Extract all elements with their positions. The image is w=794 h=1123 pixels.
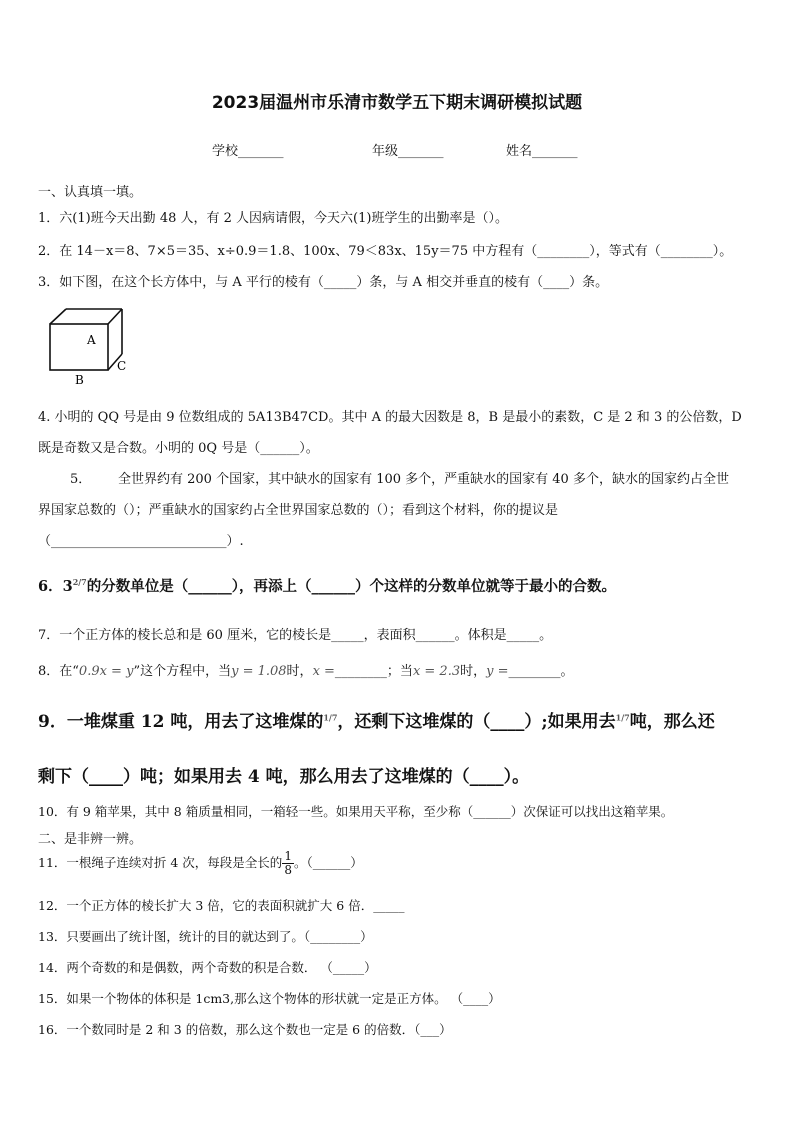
question-9-part-b: ，还剩下这堆煤的（____）;如果用去 — [337, 712, 616, 732]
question-8-part-e: 时， — [460, 664, 487, 679]
question-9-line-2: 剩下（____）吨；如果用去 4 吨，那么用去了这堆煤的（____）。 — [38, 767, 530, 787]
question-8-part-c: 时， — [286, 664, 313, 679]
question-8-x-value: x = 2.3 — [412, 664, 461, 679]
question-11-part-b: 。（______） — [293, 855, 363, 870]
question-5-line-3: （___________________________）. — [38, 534, 244, 549]
cuboid-front-face — [50, 324, 108, 370]
question-9-part-c: 吨，那么还 — [629, 712, 715, 732]
question-6-pre: 6．3 — [38, 578, 73, 595]
section-one-heading: 一、认真填一填。 — [38, 185, 143, 200]
cuboid-edge — [108, 309, 122, 324]
question-8-part-b: ”这个方程中，当 — [133, 664, 232, 679]
page-title: 2023届温州市乐清市数学五下期末调研模拟试题 — [211, 93, 583, 113]
question-15: 15．如果一个物体的体积是 1cm3,那么这个物体的形状就一定是正方体。 （____） — [38, 991, 501, 1006]
question-4-line-2: 既是奇数又是合数。小明的 0Q 号是（______）。 — [38, 441, 319, 456]
fraction-numerator: 1 — [284, 849, 292, 863]
question-5-number: 5． — [70, 472, 92, 487]
fraction-denominator: 8 — [284, 863, 292, 877]
question-11-part-a: 11．一根绳子连续对折 4 次，每段是全长的 — [38, 855, 283, 870]
section-two-heading: 二、是非辨一辨。 — [38, 832, 143, 847]
question-6 — [38, 575, 616, 596]
school-field: 学校_______ — [212, 144, 284, 159]
question-8-part-d: ________；当 — [334, 664, 413, 679]
grade-field: 年级_______ — [372, 144, 444, 159]
question-5-line-2: 界国家总数的（）；严重缺水的国家约占全世界国家总数的（）；看到这个材料，你的提议是 — [38, 503, 559, 518]
question-8-y-symbol: y = — [486, 664, 509, 679]
question-2: 2．在 14－x＝8、7×5＝35、x÷0.9＝1.8、100x、79＜83x、15y＝75 中方程有（________），等式有（________）。 — [38, 244, 733, 259]
question-6-post: 的分数单位是（______），再添上（______）个这样的分数单位就等于最小的合数。 — [86, 578, 616, 595]
question-7: 7．一个正方体的棱长总和是 60 厘米，它的棱长是_____，表面积______。体积是_____。 — [38, 628, 553, 643]
label-b: B — [75, 373, 84, 387]
question-11 — [38, 850, 363, 877]
question-16: 16．一个数同时是 2 和 3 的倍数，那么这个数也一定是 6 的倍数．（___） — [38, 1022, 452, 1037]
cuboid-edge — [50, 309, 66, 324]
question-8-equation: 0.9x = y — [78, 664, 134, 679]
question-8-y-value: y = 1.08 — [231, 664, 287, 679]
question-6-fraction: 2/7 — [72, 577, 87, 588]
question-9-fraction-2: 1/7 — [615, 712, 630, 723]
question-10: 10．有 9 箱苹果，其中 8 箱质量相同，一箱轻一些。如果用天平称，至少称（______）次保证可以找出这箱苹果。 — [38, 804, 674, 819]
question-4-line-1: 4. 小明的 QQ 号是由 9 位数组成的 5A13B47CD。其中 A 的最大因数是 8，B 是最小的素数，C 是 2 和 3 的公倍数，D — [38, 410, 742, 425]
question-13: 13．只要画出了统计图，统计的目的就达到了。（________） — [38, 929, 373, 944]
question-3: 3．如下图，在这个长方体中，与 A 平行的棱有（_____）条，与 A 相交并垂直的棱有（____）条。 — [38, 275, 609, 290]
question-14: 14．两个奇数的和是偶数，两个奇数的积是合数． （_____） — [38, 960, 377, 975]
question-8 — [38, 660, 574, 679]
question-8-x-symbol: x = — [312, 664, 335, 679]
cuboid-figure — [44, 304, 134, 388]
question-8-part-a: 8．在“ — [38, 664, 79, 679]
question-9-part-a: 9．一堆煤重 12 吨，用去了这堆煤的 — [38, 712, 324, 732]
label-a: A — [87, 333, 96, 347]
question-9-line-1 — [38, 707, 715, 732]
name-field: 姓名_______ — [506, 144, 578, 159]
label-c: C — [117, 359, 127, 373]
question-11-fraction — [282, 850, 294, 877]
question-8-part-f: ________。 — [508, 664, 574, 679]
question-1: 1．六(1)班今天出勤 48 人，有 2 人因病请假，今天六(1)班学生的出勤率是（）。 — [38, 211, 508, 226]
question-5-line-1: 全世界约有 200 个国家，其中缺水的国家有 100 多个，严重缺水的国家有 40 多个，缺水的国家约占全世 — [118, 472, 729, 487]
question-9-fraction-1: 1/7 — [323, 712, 338, 723]
question-12: 12．一个正方体的棱长扩大 3 倍，它的表面积就扩大 6 倍．_____ — [38, 898, 405, 913]
